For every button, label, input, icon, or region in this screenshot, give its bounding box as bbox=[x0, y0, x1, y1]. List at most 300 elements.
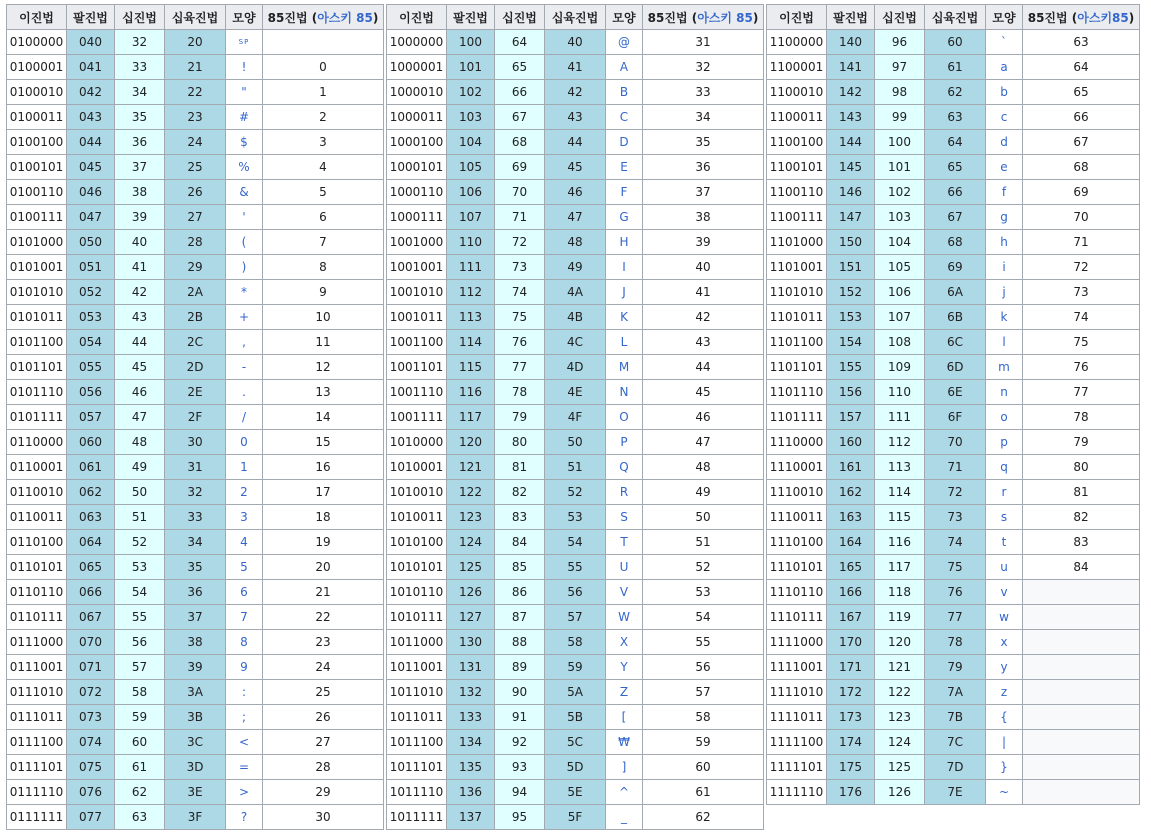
table-header-row bbox=[7, 5, 384, 30]
base85-cell: 67 bbox=[1023, 130, 1140, 155]
table-row bbox=[7, 805, 384, 830]
table-row bbox=[7, 580, 384, 605]
octal-cell: 116 bbox=[447, 380, 495, 405]
decimal-cell: 97 bbox=[875, 55, 925, 80]
glyph-cell: i bbox=[986, 255, 1023, 280]
hex-cell: 50 bbox=[545, 430, 606, 455]
binary-cell: 1000101 bbox=[387, 155, 447, 180]
octal-cell: 071 bbox=[67, 655, 115, 680]
binary-cell: 0111001 bbox=[7, 655, 67, 680]
base85-cell: 17 bbox=[263, 480, 384, 505]
binary-cell: 1010011 bbox=[387, 505, 447, 530]
binary-cell: 1100111 bbox=[767, 205, 827, 230]
binary-cell: 1100001 bbox=[767, 55, 827, 80]
decimal-cell: 72 bbox=[495, 230, 545, 255]
glyph-cell: + bbox=[226, 305, 263, 330]
table-row bbox=[387, 655, 764, 680]
octal-cell: 052 bbox=[67, 280, 115, 305]
decimal-cell: 65 bbox=[495, 55, 545, 80]
decimal-cell: 116 bbox=[875, 530, 925, 555]
base85-cell: 51 bbox=[643, 530, 764, 555]
base85-cell: 37 bbox=[643, 180, 764, 205]
binary-cell: 1111100 bbox=[767, 730, 827, 755]
hex-cell: 6D bbox=[925, 355, 986, 380]
binary-cell: 1111010 bbox=[767, 680, 827, 705]
table-row bbox=[767, 480, 1140, 505]
base85-cell: 38 bbox=[643, 205, 764, 230]
binary-cell: 1001011 bbox=[387, 305, 447, 330]
glyph-cell: z bbox=[986, 680, 1023, 705]
hex-cell: 5C bbox=[545, 730, 606, 755]
glyph-cell: ` bbox=[986, 30, 1023, 55]
glyph-cell: { bbox=[986, 705, 1023, 730]
glyph-cell: T bbox=[606, 530, 643, 555]
binary-cell: 1101010 bbox=[767, 280, 827, 305]
glyph-cell: f bbox=[986, 180, 1023, 205]
decimal-cell: 125 bbox=[875, 755, 925, 780]
base85-cell: 68 bbox=[1023, 155, 1140, 180]
binary-cell: 1010110 bbox=[387, 580, 447, 605]
binary-cell: 1110100 bbox=[767, 530, 827, 555]
hex-cell: 7E bbox=[925, 780, 986, 805]
binary-cell: 0100100 bbox=[7, 130, 67, 155]
binary-cell: 1111000 bbox=[767, 630, 827, 655]
table-row bbox=[387, 580, 764, 605]
decimal-cell: 87 bbox=[495, 605, 545, 630]
base85-header-suffix: ) bbox=[752, 10, 759, 25]
table-row bbox=[7, 80, 384, 105]
glyph-cell: 8 bbox=[226, 630, 263, 655]
binary-cell: 0111101 bbox=[7, 755, 67, 780]
base85-cell: 1 bbox=[263, 80, 384, 105]
decimal-cell: 42 bbox=[115, 280, 165, 305]
table-row bbox=[7, 280, 384, 305]
table-row bbox=[767, 380, 1140, 405]
octal-cell: 173 bbox=[827, 705, 875, 730]
hex-cell: 3B bbox=[165, 705, 226, 730]
base85-cell: 20 bbox=[263, 555, 384, 580]
binary-cell: 0111100 bbox=[7, 730, 67, 755]
binary-cell: 0101111 bbox=[7, 405, 67, 430]
octal-cell: 156 bbox=[827, 380, 875, 405]
table-row bbox=[767, 330, 1140, 355]
table-row bbox=[7, 630, 384, 655]
octal-cell: 157 bbox=[827, 405, 875, 430]
hex-cell: 56 bbox=[545, 580, 606, 605]
binary-cell: 1001111 bbox=[387, 405, 447, 430]
empty-cell bbox=[1023, 680, 1140, 705]
decimal-cell: 64 bbox=[495, 30, 545, 55]
decimal-cell: 57 bbox=[115, 655, 165, 680]
glyph-cell: W bbox=[606, 605, 643, 630]
hex-cell: 43 bbox=[545, 105, 606, 130]
base85-cell: 62 bbox=[643, 805, 764, 830]
binary-cell: 1110111 bbox=[767, 605, 827, 630]
octal-cell: 176 bbox=[827, 780, 875, 805]
table-row bbox=[767, 730, 1140, 755]
base85-cell: 7 bbox=[263, 230, 384, 255]
decimal-cell: 118 bbox=[875, 580, 925, 605]
decimal-cell: 55 bbox=[115, 605, 165, 630]
hex-cell: 2E bbox=[165, 380, 226, 405]
glyph-cell: SP bbox=[226, 30, 263, 55]
glyph-cell: a bbox=[986, 55, 1023, 80]
binary-cell: 1111001 bbox=[767, 655, 827, 680]
table-row bbox=[7, 555, 384, 580]
octal-cell: 175 bbox=[827, 755, 875, 780]
base85-cell: 14 bbox=[263, 405, 384, 430]
base85-cell: 30 bbox=[263, 805, 384, 830]
decimal-cell: 120 bbox=[875, 630, 925, 655]
table-header-row bbox=[767, 5, 1140, 30]
table-row bbox=[7, 355, 384, 380]
decimal-cell: 59 bbox=[115, 705, 165, 730]
glyph-cell: l bbox=[986, 330, 1023, 355]
octal-cell: 057 bbox=[67, 405, 115, 430]
base85-cell: 12 bbox=[263, 355, 384, 380]
empty-cell bbox=[1023, 780, 1140, 805]
base85-cell: 18 bbox=[263, 505, 384, 530]
base85-cell: 56 bbox=[643, 655, 764, 680]
table-row bbox=[387, 630, 764, 655]
binary-header: 이진법 bbox=[7, 5, 67, 30]
octal-cell: 131 bbox=[447, 655, 495, 680]
binary-cell: 1010010 bbox=[387, 480, 447, 505]
base85-cell: 2 bbox=[263, 105, 384, 130]
glyph-cell: ~ bbox=[986, 780, 1023, 805]
glyph-cell: E bbox=[606, 155, 643, 180]
base85-cell: 29 bbox=[263, 780, 384, 805]
hex-cell: 71 bbox=[925, 455, 986, 480]
glyph-cell: p bbox=[986, 430, 1023, 455]
table-row bbox=[7, 255, 384, 280]
binary-cell: 1000111 bbox=[387, 205, 447, 230]
binary-cell: 1100000 bbox=[767, 30, 827, 55]
octal-cell: 046 bbox=[67, 180, 115, 205]
binary-cell: 0110011 bbox=[7, 505, 67, 530]
hex-cell: 4B bbox=[545, 305, 606, 330]
table-row bbox=[7, 755, 384, 780]
glyph-cell: M bbox=[606, 355, 643, 380]
octal-cell: 077 bbox=[67, 805, 115, 830]
hex-cell: 66 bbox=[925, 180, 986, 205]
octal-cell: 114 bbox=[447, 330, 495, 355]
table-row bbox=[7, 55, 384, 80]
hex-cell: 36 bbox=[165, 580, 226, 605]
empty-cell bbox=[1023, 580, 1140, 605]
glyph-cell: . bbox=[226, 380, 263, 405]
binary-cell: 0100110 bbox=[7, 180, 67, 205]
octal-cell: 163 bbox=[827, 505, 875, 530]
glyph-cell: - bbox=[226, 355, 263, 380]
decimal-cell: 81 bbox=[495, 455, 545, 480]
base85-cell: 45 bbox=[643, 380, 764, 405]
table-row bbox=[7, 505, 384, 530]
decimal-cell: 126 bbox=[875, 780, 925, 805]
base85-header-prefix: 85진법 ( bbox=[267, 10, 318, 25]
binary-cell: 1011100 bbox=[387, 730, 447, 755]
table-row bbox=[767, 455, 1140, 480]
binary-cell: 1110010 bbox=[767, 480, 827, 505]
binary-cell: 1001000 bbox=[387, 230, 447, 255]
glyph-cell: J bbox=[606, 280, 643, 305]
hex-cell: 69 bbox=[925, 255, 986, 280]
octal-cell: 161 bbox=[827, 455, 875, 480]
table-row bbox=[387, 755, 764, 780]
empty-cell bbox=[1023, 655, 1140, 680]
decimal-cell: 32 bbox=[115, 30, 165, 55]
hex-cell: 47 bbox=[545, 205, 606, 230]
binary-cell: 0100010 bbox=[7, 80, 67, 105]
octal-cell: 117 bbox=[447, 405, 495, 430]
ascii-table-3 bbox=[766, 4, 1140, 805]
binary-cell: 0110000 bbox=[7, 430, 67, 455]
hex-cell: 42 bbox=[545, 80, 606, 105]
table-row bbox=[387, 480, 764, 505]
binary-cell: 1010000 bbox=[387, 430, 447, 455]
decimal-cell: 47 bbox=[115, 405, 165, 430]
decimal-cell: 76 bbox=[495, 330, 545, 355]
glyph-cell: | bbox=[986, 730, 1023, 755]
glyph-cell: ; bbox=[226, 705, 263, 730]
base85-cell: 84 bbox=[1023, 555, 1140, 580]
base85-header bbox=[1023, 5, 1140, 30]
hex-cell: 20 bbox=[165, 30, 226, 55]
decimal-cell: 71 bbox=[495, 205, 545, 230]
octal-cell: 141 bbox=[827, 55, 875, 80]
decimal-cell: 40 bbox=[115, 230, 165, 255]
base85-cell: 83 bbox=[1023, 530, 1140, 555]
glyph-cell: 9 bbox=[226, 655, 263, 680]
base85-cell: 76 bbox=[1023, 355, 1140, 380]
base85-cell: 75 bbox=[1023, 330, 1140, 355]
hex-cell: 59 bbox=[545, 655, 606, 680]
table-row bbox=[7, 180, 384, 205]
decimal-cell: 89 bbox=[495, 655, 545, 680]
empty-cell bbox=[1023, 630, 1140, 655]
octal-cell: 112 bbox=[447, 280, 495, 305]
base85-cell: 24 bbox=[263, 655, 384, 680]
binary-cell: 0111011 bbox=[7, 705, 67, 730]
hex-cell: 6B bbox=[925, 305, 986, 330]
table-row bbox=[767, 155, 1140, 180]
octal-cell: 171 bbox=[827, 655, 875, 680]
decimal-cell: 39 bbox=[115, 205, 165, 230]
table-row bbox=[387, 30, 764, 55]
base85-cell: 11 bbox=[263, 330, 384, 355]
binary-cell: 1110001 bbox=[767, 455, 827, 480]
octal-cell: 113 bbox=[447, 305, 495, 330]
glyph-cell: ₩ bbox=[606, 730, 643, 755]
table-row bbox=[767, 280, 1140, 305]
hex-cell: 26 bbox=[165, 180, 226, 205]
octal-cell: 136 bbox=[447, 780, 495, 805]
hex-cell: 44 bbox=[545, 130, 606, 155]
decimal-cell: 49 bbox=[115, 455, 165, 480]
binary-cell: 0110110 bbox=[7, 580, 67, 605]
ascii85-link[interactable]: 아스키 85 bbox=[697, 10, 753, 25]
glyph-cell: F bbox=[606, 180, 643, 205]
binary-header: 이진법 bbox=[767, 5, 827, 30]
table-row bbox=[767, 580, 1140, 605]
decimal-cell: 48 bbox=[115, 430, 165, 455]
binary-cell: 1011111 bbox=[387, 805, 447, 830]
glyph-cell: o bbox=[986, 405, 1023, 430]
base85-cell: 21 bbox=[263, 580, 384, 605]
decimal-cell: 79 bbox=[495, 405, 545, 430]
base85-cell: 23 bbox=[263, 630, 384, 655]
table-row bbox=[7, 205, 384, 230]
table-row bbox=[7, 380, 384, 405]
binary-cell: 0111110 bbox=[7, 780, 67, 805]
octal-cell: 111 bbox=[447, 255, 495, 280]
decimal-cell: 75 bbox=[495, 305, 545, 330]
base85-cell: 49 bbox=[643, 480, 764, 505]
binary-cell: 1011010 bbox=[387, 680, 447, 705]
table-row bbox=[767, 130, 1140, 155]
binary-cell: 0100001 bbox=[7, 55, 67, 80]
octal-cell: 053 bbox=[67, 305, 115, 330]
decimal-cell: 124 bbox=[875, 730, 925, 755]
binary-cell: 0100011 bbox=[7, 105, 67, 130]
table-row bbox=[7, 680, 384, 705]
decimal-cell: 38 bbox=[115, 180, 165, 205]
empty-cell bbox=[1023, 730, 1140, 755]
glyph-cell: X bbox=[606, 630, 643, 655]
hex-cell: 7B bbox=[925, 705, 986, 730]
decimal-cell: 45 bbox=[115, 355, 165, 380]
table-row bbox=[387, 80, 764, 105]
glyph-cell: r bbox=[986, 480, 1023, 505]
octal-cell: 074 bbox=[67, 730, 115, 755]
hex-cell: 23 bbox=[165, 105, 226, 130]
hex-cell: 21 bbox=[165, 55, 226, 80]
binary-cell: 1000011 bbox=[387, 105, 447, 130]
decimal-cell: 77 bbox=[495, 355, 545, 380]
base85-cell bbox=[263, 30, 384, 55]
octal-cell: 105 bbox=[447, 155, 495, 180]
base85-cell: 10 bbox=[263, 305, 384, 330]
hex-cell: 76 bbox=[925, 580, 986, 605]
hex-cell: 61 bbox=[925, 55, 986, 80]
decimal-cell: 69 bbox=[495, 155, 545, 180]
glyph-cell: : bbox=[226, 680, 263, 705]
table-row bbox=[767, 705, 1140, 730]
table-row bbox=[387, 730, 764, 755]
decimal-cell: 102 bbox=[875, 180, 925, 205]
decimal-cell: 121 bbox=[875, 655, 925, 680]
ascii85-link[interactable]: 아스키85 bbox=[1077, 10, 1129, 25]
glyph-cell: ^ bbox=[606, 780, 643, 805]
decimal-cell: 111 bbox=[875, 405, 925, 430]
hex-cell: 60 bbox=[925, 30, 986, 55]
glyph-cell: > bbox=[226, 780, 263, 805]
binary-cell: 1110110 bbox=[767, 580, 827, 605]
base85-cell: 15 bbox=[263, 430, 384, 455]
glyph-cell: P bbox=[606, 430, 643, 455]
base85-cell: 3 bbox=[263, 130, 384, 155]
hex-cell: 57 bbox=[545, 605, 606, 630]
table-row bbox=[387, 305, 764, 330]
table-row bbox=[767, 680, 1140, 705]
decimal-cell: 117 bbox=[875, 555, 925, 580]
hex-cell: 46 bbox=[545, 180, 606, 205]
octal-header: 팔진법 bbox=[447, 5, 495, 30]
binary-cell: 0101110 bbox=[7, 380, 67, 405]
octal-cell: 160 bbox=[827, 430, 875, 455]
table-row bbox=[7, 530, 384, 555]
table-row bbox=[767, 80, 1140, 105]
decimal-cell: 85 bbox=[495, 555, 545, 580]
glyph-cell: u bbox=[986, 555, 1023, 580]
decimal-cell: 61 bbox=[115, 755, 165, 780]
base85-cell: 31 bbox=[643, 30, 764, 55]
octal-cell: 062 bbox=[67, 480, 115, 505]
binary-cell: 1000110 bbox=[387, 180, 447, 205]
decimal-header: 십진법 bbox=[875, 5, 925, 30]
binary-cell: 1110011 bbox=[767, 505, 827, 530]
glyph-cell: < bbox=[226, 730, 263, 755]
binary-cell: 1001110 bbox=[387, 380, 447, 405]
octal-cell: 075 bbox=[67, 755, 115, 780]
hex-cell: 37 bbox=[165, 605, 226, 630]
table-row bbox=[7, 330, 384, 355]
binary-cell: 1001100 bbox=[387, 330, 447, 355]
octal-cell: 122 bbox=[447, 480, 495, 505]
table-row bbox=[767, 55, 1140, 80]
octal-cell: 051 bbox=[67, 255, 115, 280]
decimal-cell: 103 bbox=[875, 205, 925, 230]
hex-cell: 4C bbox=[545, 330, 606, 355]
binary-cell: 1101001 bbox=[767, 255, 827, 280]
glyph-cell: n bbox=[986, 380, 1023, 405]
binary-cell: 1110000 bbox=[767, 430, 827, 455]
base85-cell: 35 bbox=[643, 130, 764, 155]
base85-cell: 46 bbox=[643, 405, 764, 430]
binary-cell: 0101011 bbox=[7, 305, 67, 330]
glyph-cell: = bbox=[226, 755, 263, 780]
binary-cell: 0111000 bbox=[7, 630, 67, 655]
binary-cell: 0110100 bbox=[7, 530, 67, 555]
table-row bbox=[387, 155, 764, 180]
base85-cell: 43 bbox=[643, 330, 764, 355]
glyph-cell: 0 bbox=[226, 430, 263, 455]
octal-cell: 130 bbox=[447, 630, 495, 655]
binary-cell: 1100100 bbox=[767, 130, 827, 155]
base85-cell: 50 bbox=[643, 505, 764, 530]
glyph-cell: 2 bbox=[226, 480, 263, 505]
base85-cell: 40 bbox=[643, 255, 764, 280]
table-row bbox=[7, 605, 384, 630]
decimal-cell: 50 bbox=[115, 480, 165, 505]
glyph-cell: @ bbox=[606, 30, 643, 55]
glyph-cell: * bbox=[226, 280, 263, 305]
octal-cell: 172 bbox=[827, 680, 875, 705]
base85-cell: 19 bbox=[263, 530, 384, 555]
table-row bbox=[387, 230, 764, 255]
octal-cell: 140 bbox=[827, 30, 875, 55]
table-row bbox=[387, 430, 764, 455]
ascii85-link[interactable]: 아스키 85 bbox=[317, 10, 373, 25]
base85-cell: 36 bbox=[643, 155, 764, 180]
base85-cell: 6 bbox=[263, 205, 384, 230]
glyph-cell: ) bbox=[226, 255, 263, 280]
glyph-cell: Z bbox=[606, 680, 643, 705]
glyph-cell: ' bbox=[226, 205, 263, 230]
octal-cell: 041 bbox=[67, 55, 115, 80]
decimal-cell: 41 bbox=[115, 255, 165, 280]
glyph-cell: [ bbox=[606, 705, 643, 730]
